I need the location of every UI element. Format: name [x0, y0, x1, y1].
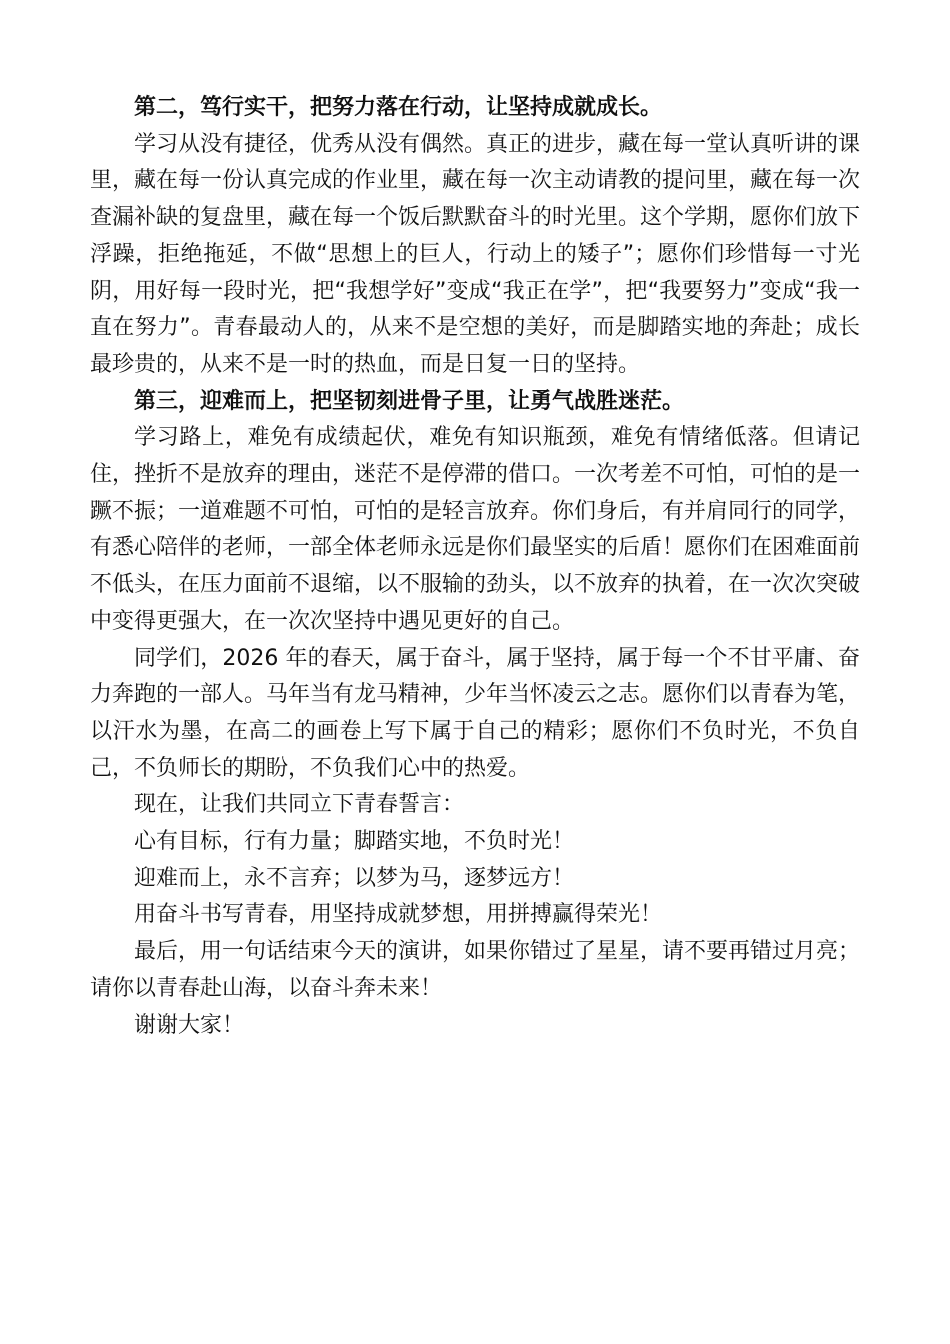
- section-heading-2: 第二，笃行实干，把努力落在行动，让坚持成就成长。: [134, 95, 663, 120]
- document-page: [90, 90, 860, 1044]
- section-heading-3: 第三，迎难而上，把坚韧刻进骨子里，让勇气战胜迷茫。: [134, 388, 685, 414]
- closing-paragraph: 最后，用一句话结束今天的演讲，如果你错过了星星，请不要再错过月亮；请你以青春赴山海，以奋斗奔未来！: [90, 939, 861, 1001]
- oath-line: 心有目标，行有力量；脚踏实地，不负时光！: [134, 829, 575, 855]
- body-paragraph: 学习从没有捷径，优秀从没有偶然。真正的进步，藏在每一堂认真听讲的课里，藏在每一份认真完成的作业里，藏在每一次主动请教的提问里，藏在每一次查漏补缺的复盘里，藏在每一个饭后默默奋斗的时光里。这个学期，愿你们放下浮躁，拒绝拖延，不做“思想上的巨人，行动上的矮子”；愿你们珍惜每一寸光阴，用好每一段时光，把“我想学好”变成“我正在学”，把“我要努力”变成“我一直在努力”。青春最动人的，从来不是空想的美好，而是脚踏实地的奔赴；成长最珍贵的，从来不是一时的热血，而是日复一日的坚持。: [90, 131, 861, 377]
- oath-intro: 现在，让我们共同立下青春誓言：: [134, 792, 465, 818]
- body-paragraph: 同学们，2026 年的春天，属于奋斗，属于坚持，属于每一个不甘平庸、奋力奔跑的一部人。马年当有龙马精神，少年当怀凌云之志。愿你们以青春为笔，以汗水为墨，在高二的画卷上写下属于自己的精彩；愿你们不负时光，不负自己，不负师长的期盼，不负我们心中的热爱。: [90, 645, 861, 781]
- thanks-line: 谢谢大家！: [134, 1012, 245, 1038]
- oath-line: 迎难而上，永不言弃；以梦为马，逐梦远方！: [134, 865, 575, 891]
- oath-line: 用奋斗书写青春，用坚持成就梦想，用拼搏赢得荣光！: [134, 902, 663, 928]
- body-paragraph: 学习路上，难免有成绩起伏，难免有知识瓶颈，难免有情绪低落。但请记住，挫折不是放弃的理由，迷茫不是停滞的借口。一次考差不可怕，可怕的是一蹶不振；一道难题不可怕，可怕的是轻言放弃。你们身后，有并肩同行的同学，有悉心陪伴的老师，一部全体老师永远是你们最坚实的后盾！愿你们在困难面前不低头，在压力面前不退缩，以不服输的劲头，以不放弃的执着，在一次次突破中变得更强大，在一次次坚持中遇见更好的自己。: [90, 425, 861, 634]
